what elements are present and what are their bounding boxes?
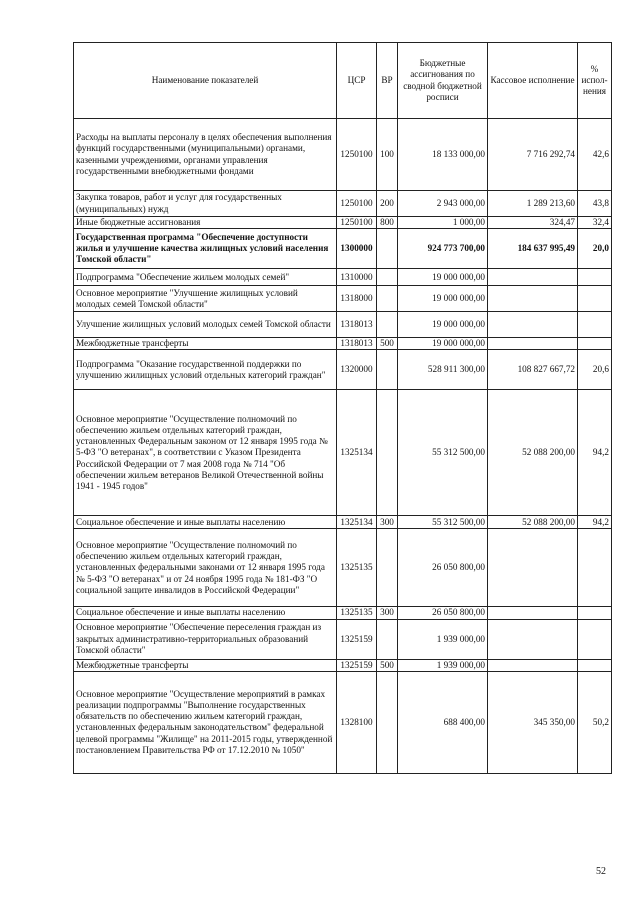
row-cash xyxy=(488,286,578,312)
header-budget: Бюджетные ассигнования по сводной бюджетной росписи xyxy=(398,43,488,119)
row-pct: 42,6 xyxy=(578,119,612,191)
row-pct xyxy=(578,269,612,286)
row-name: Основное мероприятие "Осуществление мероприятий в рамках реализации подпрограммы "Выполнение государственных обязательств по обеспечению жильем категорий граждан, установленных федеральным законодательством" федеральной целевой программы "Жилище" на 2011-2015 годы, утвержденной постановлением Правительства РФ от 17.12.2010 № 1050" xyxy=(74,671,337,773)
row-name: Социальное обеспечение и иные выплаты населению xyxy=(74,607,337,619)
row-csr: 1250100 xyxy=(337,191,377,217)
row-name: Межбюджетные трансферты xyxy=(74,659,337,671)
table-row xyxy=(74,390,612,516)
row-name: Основное мероприятие "Улучшение жилищных условий молодых семей Томской области" xyxy=(74,286,337,312)
row-budget: 19 000 000,00 xyxy=(398,312,488,338)
row-csr: 1320000 xyxy=(337,350,377,390)
row-csr: 1325159 xyxy=(337,619,377,659)
row-csr: 1325134 xyxy=(337,516,377,529)
row-budget: 19 000 000,00 xyxy=(398,338,488,350)
row-name: Социальное обеспечение и иные выплаты населению xyxy=(74,516,337,529)
row-vr: 100 xyxy=(377,119,398,191)
table-row xyxy=(74,229,612,269)
table-row xyxy=(74,659,612,671)
row-name: Расходы на выплаты персоналу в целях обеспечения выполнения функций государственными (муниципальными) органами, казенными учреждениями, органами управления государственными внебюджетными фондами xyxy=(74,119,337,191)
row-cash xyxy=(488,312,578,338)
row-cash xyxy=(488,619,578,659)
row-cash: 1 289 213,60 xyxy=(488,191,578,217)
table-row xyxy=(74,607,612,619)
row-vr: 300 xyxy=(377,516,398,529)
table-row xyxy=(74,619,612,659)
row-csr: 1318013 xyxy=(337,312,377,338)
row-cash: 345 350,00 xyxy=(488,671,578,773)
row-budget: 55 312 500,00 xyxy=(398,390,488,516)
table-row xyxy=(74,269,612,286)
row-pct xyxy=(578,607,612,619)
row-vr xyxy=(377,229,398,269)
row-vr: 200 xyxy=(377,191,398,217)
row-name: Закупка товаров, работ и услуг для государственных (муниципальных) нужд xyxy=(74,191,337,217)
row-pct: 94,2 xyxy=(578,390,612,516)
row-vr: 500 xyxy=(377,659,398,671)
row-cash: 7 716 292,74 xyxy=(488,119,578,191)
table-row xyxy=(74,529,612,607)
row-cash xyxy=(488,607,578,619)
row-vr xyxy=(377,619,398,659)
row-cash: 52 088 200,00 xyxy=(488,390,578,516)
row-budget: 19 000 000,00 xyxy=(398,269,488,286)
row-csr: 1250100 xyxy=(337,119,377,191)
page-number: 52 xyxy=(596,866,606,877)
row-csr: 1318000 xyxy=(337,286,377,312)
row-csr: 1300000 xyxy=(337,229,377,269)
row-budget: 688 400,00 xyxy=(398,671,488,773)
row-cash xyxy=(488,529,578,607)
row-vr xyxy=(377,312,398,338)
row-name: Улучшение жилищных условий молодых семей Томской области xyxy=(74,312,337,338)
row-pct xyxy=(578,619,612,659)
row-cash xyxy=(488,269,578,286)
row-csr: 1325159 xyxy=(337,659,377,671)
row-name: Государственная программа "Обеспечение доступности жилья и улучшение качества жилищных условий населения Томской области" xyxy=(74,229,337,269)
row-vr xyxy=(377,529,398,607)
table-row xyxy=(74,338,612,350)
row-budget: 1 939 000,00 xyxy=(398,619,488,659)
row-cash: 184 637 995,49 xyxy=(488,229,578,269)
row-csr: 1325134 xyxy=(337,390,377,516)
row-cash xyxy=(488,338,578,350)
row-budget: 55 312 500,00 xyxy=(398,516,488,529)
table-row xyxy=(74,312,612,338)
row-vr: 500 xyxy=(377,338,398,350)
row-csr: 1250100 xyxy=(337,217,377,229)
row-vr xyxy=(377,350,398,390)
table-row xyxy=(74,350,612,390)
row-name: Межбюджетные трансферты xyxy=(74,338,337,350)
header-vr: ВР xyxy=(377,43,398,119)
header-pct: % испол-нения xyxy=(578,43,612,119)
budget-table xyxy=(73,42,612,774)
table-row xyxy=(74,119,612,191)
header-cash: Кассовое исполнение xyxy=(488,43,578,119)
row-cash: 108 827 667,72 xyxy=(488,350,578,390)
row-pct xyxy=(578,338,612,350)
row-pct xyxy=(578,312,612,338)
row-cash: 324,47 xyxy=(488,217,578,229)
row-pct: 20,6 xyxy=(578,350,612,390)
row-csr: 1325135 xyxy=(337,607,377,619)
row-pct: 50,2 xyxy=(578,671,612,773)
row-name: Подпрограмма "Обеспечение жильем молодых семей" xyxy=(74,269,337,286)
row-budget: 1 939 000,00 xyxy=(398,659,488,671)
header-name: Наименование показателей xyxy=(74,43,337,119)
row-pct xyxy=(578,659,612,671)
header-csr: ЦСР xyxy=(337,43,377,119)
row-budget: 2 943 000,00 xyxy=(398,191,488,217)
row-name: Основное мероприятие "Обеспечение переселения граждан из закрытых административно-территориальных образований Томской области" xyxy=(74,619,337,659)
table-body xyxy=(74,119,612,774)
row-vr xyxy=(377,390,398,516)
row-vr xyxy=(377,286,398,312)
table-header-row xyxy=(74,43,612,119)
row-budget: 1 000,00 xyxy=(398,217,488,229)
row-csr: 1318013 xyxy=(337,338,377,350)
row-budget: 924 773 700,00 xyxy=(398,229,488,269)
row-csr: 1328100 xyxy=(337,671,377,773)
row-pct xyxy=(578,286,612,312)
table-row xyxy=(74,516,612,529)
row-name: Иные бюджетные ассигнования xyxy=(74,217,337,229)
row-vr xyxy=(377,671,398,773)
row-csr: 1310000 xyxy=(337,269,377,286)
row-budget: 26 050 800,00 xyxy=(398,529,488,607)
row-name: Подпрограмма "Оказание государственной поддержки по улучшению жилищных условий отдельных категорий граждан" xyxy=(74,350,337,390)
row-budget: 528 911 300,00 xyxy=(398,350,488,390)
row-budget: 18 133 000,00 xyxy=(398,119,488,191)
row-vr xyxy=(377,269,398,286)
row-csr: 1325135 xyxy=(337,529,377,607)
row-pct: 43,8 xyxy=(578,191,612,217)
row-pct: 20,0 xyxy=(578,229,612,269)
row-vr: 800 xyxy=(377,217,398,229)
row-vr: 300 xyxy=(377,607,398,619)
table-row xyxy=(74,191,612,217)
table-row xyxy=(74,217,612,229)
row-budget: 19 000 000,00 xyxy=(398,286,488,312)
row-cash: 52 088 200,00 xyxy=(488,516,578,529)
row-pct xyxy=(578,529,612,607)
row-name: Основное мероприятие "Осуществление полномочий по обеспечению жильем отдельных категорий граждан, установленных Федеральным законом от 12 января 1995 года № 5-ФЗ "О ветеранах", в соответствии с Указом Президента Российской Федерации от 7 мая 2008 года № 714 "Об обеспечении жильем ветеранов Великой Отечественной войны 1941 - 1945 годов" xyxy=(74,390,337,516)
row-pct: 32,4 xyxy=(578,217,612,229)
table-row xyxy=(74,671,612,773)
row-cash xyxy=(488,659,578,671)
row-pct: 94,2 xyxy=(578,516,612,529)
row-budget: 26 050 800,00 xyxy=(398,607,488,619)
table-row xyxy=(74,286,612,312)
row-name: Основное мероприятие "Осуществление полномочий по обеспечению жильем отдельных категорий граждан, установленных федеральными законами от 12 января 1995 года № 5-ФЗ "О ветеранах" и от 24 ноября 1995 года № 181-ФЗ "О социальной защите инвалидов в Российской Федерации" xyxy=(74,529,337,607)
